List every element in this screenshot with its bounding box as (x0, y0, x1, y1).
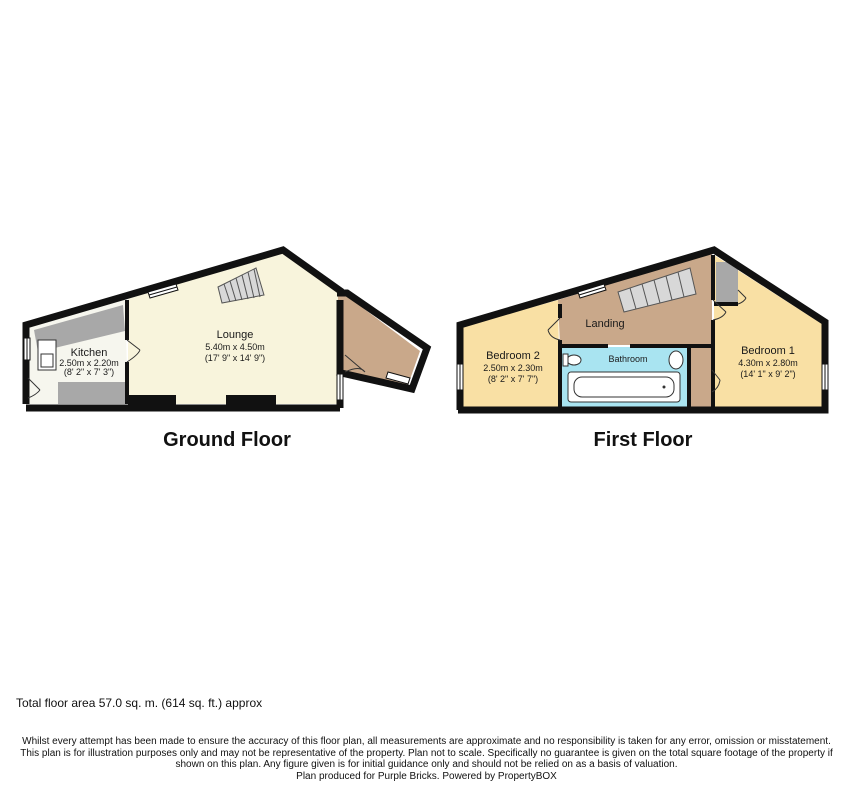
kitchen-dimensions-metric: 2.50m x 2.20m (59, 358, 119, 368)
bedroom-2-label: Bedroom 2 (486, 350, 540, 362)
bath-plug-icon (663, 386, 666, 389)
kitchen-dimensions-imperial: (8' 2" x 7' 3") (63, 367, 115, 377)
lounge-label: Lounge (216, 329, 254, 341)
window-icon (337, 374, 343, 400)
window-icon (822, 364, 828, 390)
bedroom-1-dimensions-metric: 4.30m x 2.80m (738, 358, 798, 368)
lounge-room (128, 252, 340, 404)
window-icon (457, 364, 463, 390)
bath-inner-icon (574, 377, 674, 397)
landing-label: Landing (585, 318, 625, 330)
disclaimer-credit: Plan produced for Purple Bricks. Powered by PropertyBOX (296, 770, 557, 782)
total-floor-area: Total floor area 57.0 sq. m. (614 sq. ft.) approx (16, 696, 263, 710)
bedroom-2-dimensions-metric: 2.50m x 2.30m (483, 363, 543, 373)
disclaimer (20, 736, 833, 782)
basin-icon (669, 351, 683, 369)
bedroom-2-dimensions-imperial: (8' 2" x 7' 7") (487, 374, 539, 384)
disclaimer-text: Whilst every attempt has been made to ensure the accuracy of this floor plan, all measurements are approximate and no responsibility is taken for any error, omission or misstatement. This plan is for illustration purposes only and may not be representative of the property. Plan not to scale. Specifically no guarantee is given on the total square footage of the property if shown on this plan. Any figure given is for initial guidance only and should not be relied on as a basis of valuation. (20, 736, 833, 770)
lounge-dimensions-imperial: (17' 9" x 14' 9") (204, 353, 266, 363)
ground-floor-title: Ground Floor (163, 429, 291, 451)
toilet-cistern-icon (563, 354, 568, 366)
window-icon (24, 338, 30, 360)
sink-bowl-icon (41, 354, 53, 367)
toilet-icon (567, 355, 581, 365)
bathroom-label: Bathroom (608, 354, 648, 364)
bedroom-1-dimensions-imperial: (14' 1" x 9' 2") (740, 369, 796, 379)
kitchen-label: Kitchen (70, 347, 108, 359)
lounge-dimensions-metric: 5.40m x 4.50m (205, 342, 265, 352)
bedroom-1-label: Bedroom 1 (741, 345, 795, 357)
first-floor-plan (457, 250, 828, 451)
ground-floor-plan (24, 250, 427, 451)
bedroom-1-cupboard (716, 262, 738, 304)
first-floor-title: First Floor (593, 429, 693, 451)
kitchen-worktop-bottom (58, 382, 126, 404)
cupboard-room (690, 347, 712, 408)
